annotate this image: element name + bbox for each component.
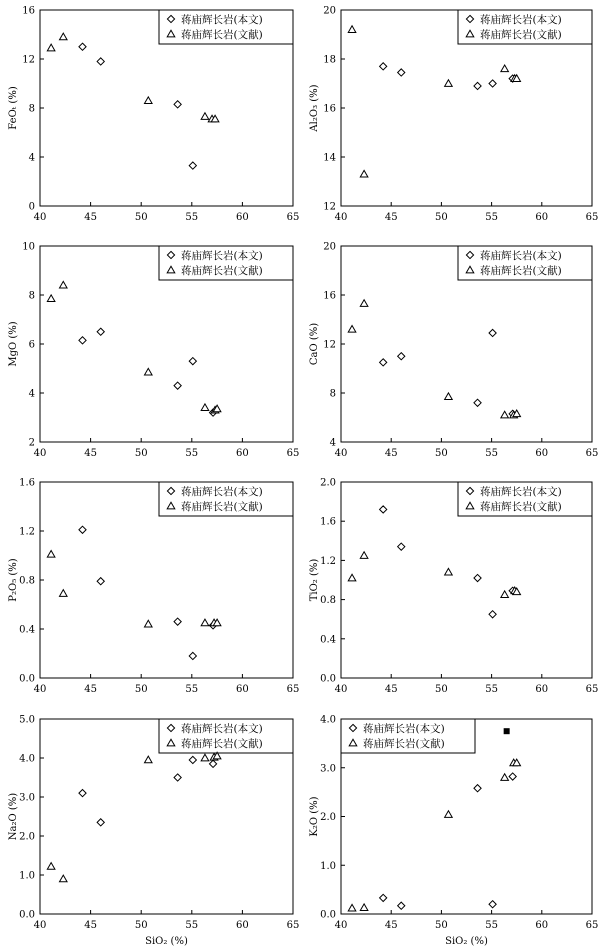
y-tick-label: 0.0: [19, 673, 35, 685]
y-tick-label: 12: [22, 54, 35, 66]
y-tick-label: 4.0: [19, 753, 35, 765]
x-tick-label: 40: [33, 212, 47, 223]
legend-label: 蒋庙辉长岩(本文): [181, 723, 263, 735]
data-point-triangle: [348, 26, 356, 33]
data-point-triangle: [348, 326, 356, 333]
legend: [159, 10, 293, 44]
data-point-diamond: [398, 543, 405, 550]
chart-panel-7: [8, 715, 299, 948]
data-point-diamond: [97, 328, 104, 335]
y-tick-label: 16: [323, 290, 336, 302]
data-point-diamond: [97, 58, 104, 65]
chart-panel-4: [309, 242, 598, 460]
legend: [458, 10, 592, 44]
legend-label: 蒋庙辉长岩(本文): [181, 14, 263, 26]
data-point-diamond: [489, 80, 496, 87]
y-tick-label: 18: [323, 54, 336, 66]
y-tick-label: 10: [22, 241, 35, 253]
data-point-triangle: [360, 904, 368, 911]
data-point-diamond: [380, 894, 387, 901]
y-axis-label: Al₂O₃ (%): [309, 84, 320, 132]
x-tick-label: 55: [185, 448, 199, 459]
y-tick-label: 0.0: [19, 909, 35, 921]
data-point-triangle: [445, 811, 453, 818]
x-tick-label: 65: [286, 448, 300, 459]
legend-label: 蒋庙辉长岩(本文): [181, 486, 263, 498]
data-point-diamond: [97, 819, 104, 826]
data-point-square: [504, 728, 510, 734]
y-tick-label: 2.0: [320, 812, 336, 823]
y-tick-label: 1.2: [320, 555, 336, 567]
legend: [159, 482, 293, 516]
x-tick-label: 50: [435, 448, 448, 459]
data-point-triangle: [47, 550, 55, 557]
x-tick-label: 55: [485, 920, 498, 931]
data-point-diamond: [97, 578, 104, 585]
y-tick-label: 16: [22, 5, 35, 17]
legend: [458, 482, 592, 516]
x-tick-label: 60: [535, 448, 549, 459]
data-point-diamond: [398, 353, 405, 360]
chart-panel-8: [309, 715, 598, 948]
data-point-triangle: [59, 590, 67, 597]
legend-label: 蒋庙辉长岩(本文): [480, 486, 562, 498]
x-tick-label: 65: [286, 684, 300, 695]
x-tick-label: 45: [84, 920, 97, 931]
x-tick-label: 45: [84, 684, 97, 695]
x-tick-label: 65: [585, 684, 599, 695]
y-tick-label: 2.0: [320, 477, 336, 489]
data-point-triangle: [348, 574, 356, 581]
y-tick-label: 5.0: [19, 714, 35, 726]
data-point-diamond: [398, 69, 405, 76]
x-tick-label: 60: [535, 212, 549, 223]
data-point-diamond: [79, 337, 86, 344]
x-tick-label: 60: [535, 684, 549, 695]
data-point-diamond: [474, 785, 481, 792]
data-point-triangle: [201, 113, 209, 120]
data-point-triangle: [59, 33, 67, 40]
y-tick-label: 16: [323, 103, 336, 115]
x-tick-label: 60: [236, 684, 249, 695]
data-point-triangle: [360, 300, 368, 307]
data-point-triangle: [201, 754, 209, 761]
legend-label: 蒋庙辉长岩(文献): [363, 738, 445, 750]
x-tick-label: 45: [384, 448, 398, 459]
data-point-triangle: [59, 281, 67, 288]
x-tick-label: 60: [535, 920, 549, 931]
data-point-diamond: [509, 773, 516, 780]
data-point-triangle: [501, 65, 509, 72]
y-tick-label: 3.0: [19, 792, 35, 804]
data-point-triangle: [59, 875, 67, 882]
y-axis-label: MgO (%): [8, 321, 19, 367]
legend: [458, 246, 592, 280]
legend-label: 蒋庙辉长岩(文献): [480, 501, 562, 513]
x-tick-label: 60: [236, 920, 249, 931]
data-point-triangle: [144, 368, 152, 375]
legend-label: 蒋庙辉长岩(本文): [181, 250, 263, 262]
data-point-diamond: [474, 574, 481, 581]
data-point-diamond: [79, 790, 86, 797]
y-tick-label: 20: [323, 241, 336, 253]
y-tick-label: 1.2: [19, 526, 35, 538]
y-tick-label: 4: [28, 388, 35, 400]
x-tick-label: 65: [585, 448, 599, 459]
chart-panel-1: [8, 6, 299, 224]
legend: [159, 719, 293, 753]
y-tick-label: 0.8: [19, 575, 35, 587]
legend-label: 蒋庙辉长岩(文献): [181, 501, 263, 513]
data-point-diamond: [489, 611, 496, 618]
y-tick-label: 12: [323, 201, 336, 213]
legend-label: 蒋庙辉长岩(本文): [363, 723, 445, 735]
data-point-triangle: [360, 170, 368, 177]
data-point-triangle: [445, 80, 453, 87]
x-tick-label: 55: [485, 212, 498, 223]
legend-label: 蒋庙辉长岩(文献): [181, 29, 263, 41]
x-tick-label: 40: [334, 212, 348, 223]
x-tick-label: 50: [134, 684, 148, 695]
y-axis-label: TiO₂ (%): [309, 558, 320, 602]
y-tick-label: 0.4: [19, 624, 35, 636]
x-tick-label: 40: [33, 684, 47, 695]
y-tick-label: 12: [323, 339, 336, 351]
data-point-triangle: [445, 393, 453, 400]
x-axis-label: SiO₂ (%): [445, 936, 488, 947]
legend-label: 蒋庙辉长岩(文献): [480, 29, 562, 41]
data-point-diamond: [189, 652, 196, 659]
data-point-triangle: [348, 904, 356, 911]
x-tick-label: 55: [185, 212, 199, 223]
y-axis-label: P₂O₅ (%): [8, 558, 19, 602]
data-point-diamond: [474, 399, 481, 406]
x-tick-label: 45: [84, 448, 97, 459]
x-tick-label: 45: [384, 684, 398, 695]
data-point-diamond: [189, 358, 196, 365]
chart-panel-2: [309, 6, 598, 224]
data-point-triangle: [144, 97, 152, 104]
y-tick-label: 14: [323, 152, 336, 164]
y-tick-label: 4: [28, 152, 35, 164]
y-tick-label: 0: [28, 201, 35, 213]
data-point-triangle: [201, 619, 209, 626]
y-tick-label: 1.0: [320, 860, 336, 872]
data-point-triangle: [501, 591, 509, 598]
x-tick-label: 50: [435, 684, 448, 695]
y-tick-label: 0.8: [320, 595, 336, 607]
x-tick-label: 55: [485, 448, 498, 459]
y-tick-label: 0.0: [320, 673, 336, 685]
x-tick-label: 50: [134, 212, 148, 223]
data-point-triangle: [144, 620, 152, 627]
x-tick-label: 40: [33, 920, 47, 931]
y-tick-label: 0.4: [320, 634, 336, 646]
data-point-triangle: [144, 756, 152, 763]
legend-label: 蒋庙辉长岩(本文): [480, 14, 562, 26]
x-tick-label: 50: [435, 920, 448, 931]
x-tick-label: 50: [435, 212, 448, 223]
x-tick-label: 55: [185, 920, 199, 931]
legend-label: 蒋庙辉长岩(文献): [181, 265, 263, 277]
x-tick-label: 40: [33, 448, 47, 459]
x-tick-label: 45: [84, 212, 97, 223]
data-point-triangle: [201, 404, 209, 411]
y-axis-label: CaO (%): [309, 322, 320, 366]
data-point-triangle: [501, 411, 509, 418]
data-point-diamond: [474, 82, 481, 89]
x-tick-label: 40: [334, 448, 348, 459]
x-tick-label: 50: [134, 920, 148, 931]
y-tick-label: 0.0: [320, 909, 336, 921]
data-point-diamond: [189, 756, 196, 763]
x-tick-label: 65: [585, 920, 599, 931]
chart-panel-5: [8, 478, 299, 696]
data-point-diamond: [79, 526, 86, 533]
x-tick-label: 55: [185, 684, 199, 695]
y-tick-label: 8: [28, 103, 35, 115]
x-tick-label: 45: [384, 212, 398, 223]
y-tick-label: 8: [28, 290, 35, 302]
x-tick-label: 60: [236, 448, 249, 459]
data-point-diamond: [489, 329, 496, 336]
y-axis-label: FeOₜ (%): [8, 86, 19, 130]
chart-panel-6: [309, 478, 598, 696]
data-point-diamond: [189, 162, 196, 169]
y-tick-label: 2: [28, 437, 35, 449]
x-tick-label: 50: [134, 448, 148, 459]
y-tick-label: 20: [323, 5, 336, 17]
data-point-diamond: [174, 774, 181, 781]
x-tick-label: 65: [286, 212, 300, 223]
data-point-triangle: [360, 552, 368, 559]
x-axis-label: SiO₂ (%): [145, 936, 188, 947]
data-point-diamond: [380, 359, 387, 366]
x-tick-label: 65: [286, 920, 300, 931]
data-point-diamond: [174, 101, 181, 108]
y-tick-label: 1.6: [19, 477, 35, 489]
x-tick-label: 65: [585, 212, 599, 223]
legend-label: 蒋庙辉长岩(本文): [480, 250, 562, 262]
y-tick-label: 2.0: [19, 831, 35, 843]
data-point-triangle: [501, 774, 509, 781]
data-point-diamond: [79, 43, 86, 50]
chart-panel-3: [8, 242, 299, 460]
y-tick-label: 3.0: [320, 763, 336, 775]
data-point-diamond: [380, 63, 387, 70]
y-tick-label: 4: [329, 437, 336, 449]
y-tick-label: 4.0: [320, 714, 336, 726]
data-point-diamond: [398, 902, 405, 909]
y-tick-label: 1.6: [320, 516, 336, 528]
x-tick-label: 40: [334, 684, 348, 695]
legend-label: 蒋庙辉长岩(文献): [480, 265, 562, 277]
legend: [159, 246, 293, 280]
data-point-triangle: [47, 44, 55, 51]
data-point-diamond: [209, 760, 216, 767]
data-point-diamond: [489, 901, 496, 908]
y-tick-label: 8: [329, 388, 336, 400]
data-point-triangle: [445, 568, 453, 575]
data-point-triangle: [47, 863, 55, 870]
x-tick-label: 55: [485, 684, 498, 695]
data-point-diamond: [380, 506, 387, 513]
y-tick-label: 1.0: [19, 870, 35, 882]
data-point-triangle: [47, 295, 55, 302]
data-point-diamond: [174, 618, 181, 625]
x-tick-label: 45: [384, 920, 398, 931]
y-axis-label: Na₂O (%): [8, 792, 19, 841]
y-axis-label: K₂O (%): [309, 796, 320, 837]
x-tick-label: 60: [236, 212, 249, 223]
legend-label: 蒋庙辉长岩(文献): [181, 738, 263, 750]
data-point-diamond: [174, 382, 181, 389]
x-tick-label: 40: [334, 920, 348, 931]
legend: [341, 719, 475, 753]
y-tick-label: 6: [28, 339, 35, 351]
